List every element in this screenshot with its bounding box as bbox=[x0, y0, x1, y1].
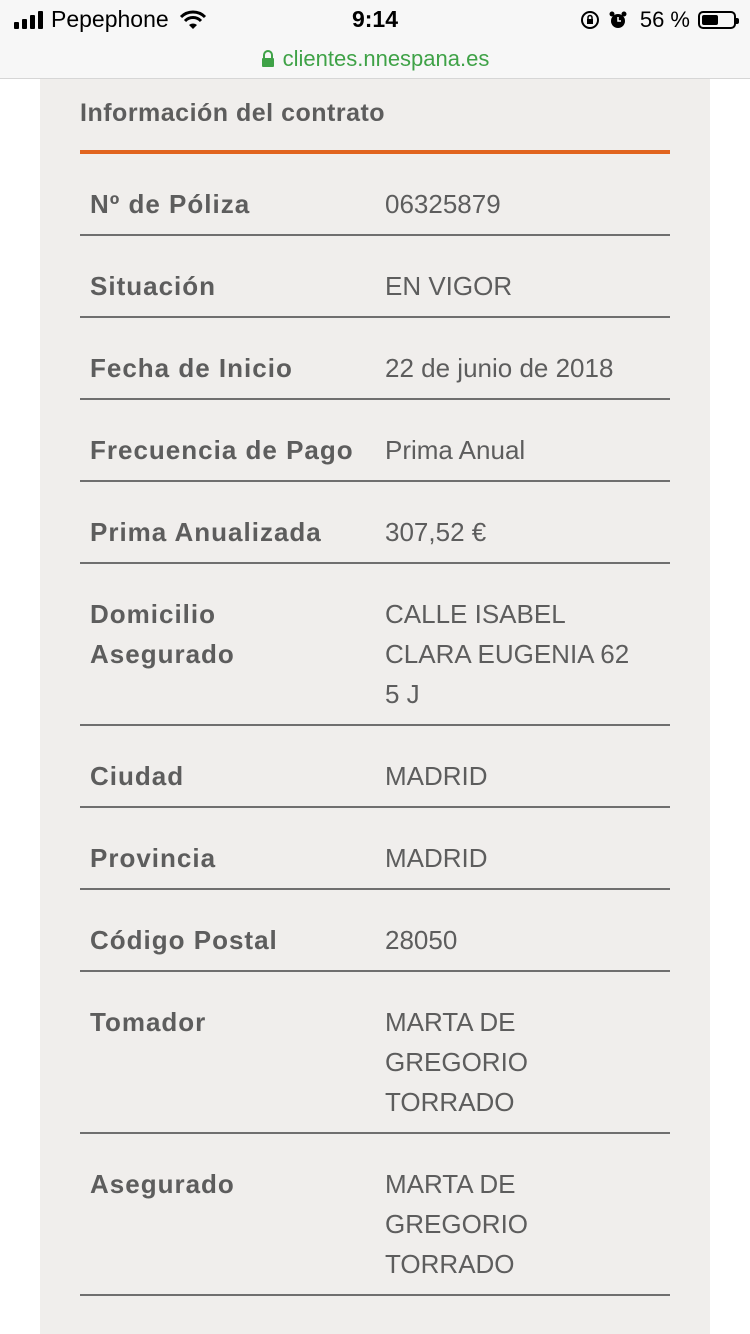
row-label: Ciudad bbox=[90, 761, 185, 791]
row-label: Prima Anualizada bbox=[90, 517, 322, 547]
row-value: 307,52 € bbox=[385, 517, 487, 547]
row-value: CALLE ISABEL CLARA EUGENIA 62 5 J bbox=[385, 599, 630, 709]
table-row bbox=[80, 400, 670, 482]
table-row bbox=[80, 808, 670, 890]
row-label: Asegurado bbox=[90, 1169, 235, 1199]
row-value: 06325879 bbox=[385, 189, 501, 219]
alarm-icon bbox=[608, 10, 628, 30]
contract-panel bbox=[40, 79, 710, 1334]
url-text[interactable]: clientes.nnespana.es bbox=[282, 46, 490, 71]
row-value: MARTA DE GREGORIO TORRADO bbox=[385, 1169, 529, 1279]
table-row bbox=[80, 318, 670, 400]
row-label: Situación bbox=[90, 271, 217, 301]
table-row bbox=[80, 482, 670, 564]
table-row bbox=[80, 564, 670, 726]
section-title: Información del contrato bbox=[80, 99, 386, 127]
row-value: MADRID bbox=[385, 843, 488, 873]
row-value: 28050 bbox=[385, 925, 458, 955]
carrier-name: Pepephone bbox=[51, 6, 169, 32]
table-row bbox=[80, 726, 670, 808]
table-row bbox=[80, 154, 670, 236]
address-bar[interactable] bbox=[0, 40, 750, 79]
row-value: MADRID bbox=[385, 761, 488, 791]
contract-table bbox=[80, 154, 670, 1296]
row-label: Nº de Póliza bbox=[90, 189, 251, 219]
table-row bbox=[80, 236, 670, 318]
row-label: Frecuencia de Pago bbox=[90, 435, 354, 465]
row-value: MARTA DE GREGORIO TORRADO bbox=[385, 1007, 529, 1117]
row-label: Fecha de Inicio bbox=[90, 353, 293, 383]
row-label: Tomador bbox=[90, 1007, 207, 1037]
rotation-lock-icon bbox=[580, 10, 600, 30]
table-row bbox=[80, 890, 670, 972]
status-bar bbox=[0, 0, 750, 40]
battery-icon bbox=[698, 11, 736, 29]
status-bar-right bbox=[580, 7, 736, 33]
battery-percent: 56 % bbox=[639, 7, 690, 32]
status-time: 9:14 bbox=[351, 6, 399, 32]
row-value: EN VIGOR bbox=[385, 271, 513, 301]
row-value: Prima Anual bbox=[385, 435, 526, 465]
lock-icon bbox=[261, 50, 275, 68]
row-value: 22 de junio de 2018 bbox=[385, 353, 614, 383]
row-label: Domicilio Asegurado bbox=[90, 599, 235, 669]
table-row bbox=[80, 1134, 670, 1296]
row-label: Código Postal bbox=[90, 925, 278, 955]
table-row bbox=[80, 972, 670, 1134]
row-label: Provincia bbox=[90, 843, 217, 873]
